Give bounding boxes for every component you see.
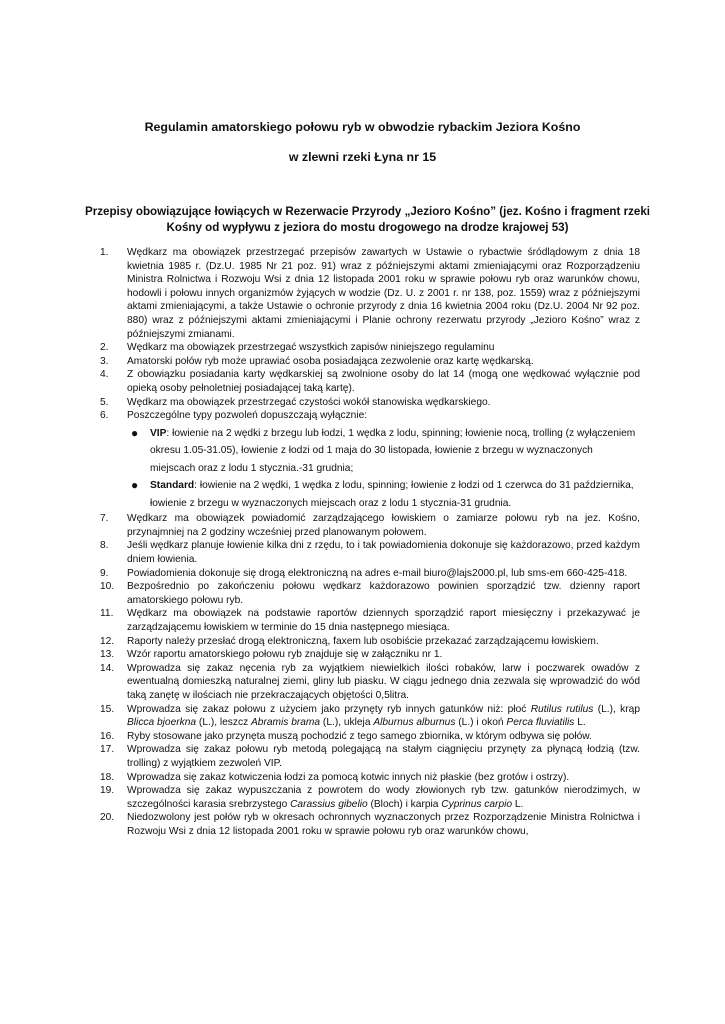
list-item-number: 20. bbox=[100, 812, 115, 824]
list-item-number: 6. bbox=[100, 410, 109, 422]
bullet-icon: ● bbox=[131, 425, 139, 440]
list-item-text: Wprowadza się zakaz nęcenia ryb za wyjątkiem niewielkich ilości robaków, larw i poczwarek owadów z ewentualną domieszką naturalnej ziemi, gliny lub piasku. W ciągu jednego dnia zezwala się wprowadzić do wód taką zanętę w ilościach nie przekraczających objętości 0,5litra. bbox=[127, 662, 640, 701]
list-item bbox=[100, 771, 640, 785]
list-item-text: Niedozwolony jest połów ryb w okresach ochronnych wyznaczonych przez Rozporządzenie Ministra Rolnictwa i Rozwoju Wsi z dnia 12 listopada 2001 roku w sprawie połowu ryb oraz warunków chowu, bbox=[127, 812, 640, 837]
list-item-text: Ryby stosowane jako przynęta muszą pochodzić z tego samego zbiornika, w którym odbywa się połów. bbox=[127, 730, 592, 742]
list-item-number: 13. bbox=[100, 649, 115, 661]
list-item bbox=[100, 409, 640, 423]
permit-type-description: : łowienie na 2 wędki z brzegu lub łodzi, 1 wędka z lodu, spinning; łowienie nocą, trolling (z wyłączeniem okresu 1.05-31.05), łowienie z łodzi od 1 maja do 30 listopada, łowienie z brzegu w wyznaczonych miejscach oraz z lodu 1 stycznia.-31 grudnia; bbox=[150, 427, 636, 474]
list-item bbox=[100, 743, 640, 770]
list-item-text: Jeśli wędkarz planuje łowienie kilka dni z rzędu, to i tak powiadomienia dokonuje się każdorazowo, przed każdym dniem łowienia. bbox=[127, 540, 640, 565]
list-item bbox=[100, 512, 640, 539]
list-item-number: 1. bbox=[100, 247, 109, 258]
list-item bbox=[100, 703, 640, 730]
list-item-number: 3. bbox=[100, 355, 109, 367]
list-item-number: 18. bbox=[100, 771, 115, 783]
bullet-text bbox=[150, 477, 640, 512]
list-item-text: Z obowiązku posiadania karty wędkarskiej są zwolnione osoby do lat 14 (mogą one wędkować wyłącznie pod opieką osoby pełnoletniej posiadającej taką kartę). bbox=[127, 369, 640, 394]
list-item-number: 8. bbox=[100, 540, 109, 552]
list-item-number: 12. bbox=[100, 635, 115, 647]
list-item bbox=[100, 635, 640, 649]
list-item-text: Wprowadza się zakaz połowu ryb metodą polegającą na stałym ciągnięciu przynęty za płynącą łodzią (tzw. trolling) z wyjątkiem zezwoleń VIP. bbox=[127, 744, 640, 769]
rules-list bbox=[100, 246, 640, 838]
list-item bbox=[100, 341, 640, 355]
list-item bbox=[100, 368, 640, 395]
document-title: Regulamin amatorskiego połowu ryb w obwodzie rybackim Jeziora Kośno bbox=[144, 120, 581, 134]
list-item bbox=[100, 662, 640, 703]
list-item-text: Poszczególne typy pozwoleń dopuszczają wyłącznie: bbox=[127, 410, 368, 422]
list-item-text: Bezpośrednio po zakończeniu połowu wędkarz każdorazowo powinien sporządzić tzw. dzienny raport amatorskiego połowu ryb. bbox=[127, 581, 640, 606]
list-item-number: 11. bbox=[100, 608, 114, 620]
section-heading: Przepisy obowiązujące łowiących w Rezerwacie Przyrody „Jezioro Kośno” (jez. Kośno i fragment rzeki Kośny od wypływu z jeziora do mostu drogowego na drodze krajowej 53) bbox=[84, 205, 651, 234]
list-item-text: Wędkarz ma obowiązek przestrzegać czystości wokół stanowiska wędkarskiego. bbox=[127, 396, 491, 408]
list-item-text: Wędkarz ma obowiązek powiadomić zarządzającego łowiskiem o zamiarze połowu ryb na jez. Kośno, przynajmniej na 2 godziny wcześniej przed planowanym połowem. bbox=[127, 513, 640, 538]
list-item bbox=[100, 355, 640, 369]
permit-types-list bbox=[127, 425, 640, 513]
list-item-number: 5. bbox=[100, 396, 109, 408]
list-item bbox=[100, 539, 640, 566]
bullet-item bbox=[127, 425, 640, 478]
list-item-number: 9. bbox=[100, 567, 109, 579]
list-item bbox=[100, 811, 640, 838]
list-item-number: 7. bbox=[100, 513, 109, 525]
list-item-text: Wprowadza się zakaz kotwiczenia łodzi za pomocą kotwic innych niż płaskie (bez grotów i ostrzy). bbox=[127, 771, 570, 783]
list-item-number: 15. bbox=[100, 703, 115, 715]
list-item-number: 14. bbox=[100, 662, 115, 674]
bullet-text bbox=[150, 425, 640, 478]
bullet-icon: ● bbox=[131, 478, 139, 493]
permit-type-name: Standard bbox=[150, 480, 195, 492]
bullet-item bbox=[127, 477, 640, 512]
permit-type-description: : łowienie na 2 wędki, 1 wędka z lodu, spinning; łowienie z łodzi od 1 czerwca do 31 października, łowienie z brzegu w wyznaczonych miejscach oraz z lodu 1 stycznia-31 grudnia. bbox=[150, 480, 634, 509]
list-item-text: Wzór raportu amatorskiego połowu ryb znajduje się w załączniku nr 1. bbox=[127, 649, 443, 661]
list-item-number: 2. bbox=[100, 342, 109, 354]
list-item-text: Amatorski połów ryb może uprawiać osoba posiadająca zezwolenie oraz kartę wędkarską. bbox=[127, 355, 534, 367]
list-item-number: 17. bbox=[100, 744, 115, 756]
list-item-number: 10. bbox=[100, 581, 115, 593]
list-item-text: Powiadomienia dokonuje się drogą elektroniczną na adres e-mail biuro@lajs2000.pl, lub sms-em 660-425-418. bbox=[127, 567, 628, 579]
list-item-text: Wędkarz ma obowiązek na podstawie raportów dziennych sporządzić raport miesięczny i przekazywać je zarządzającemu łowiskiem w terminie do 15 dnia następnego miesiąca. bbox=[127, 608, 640, 633]
list-item bbox=[100, 784, 640, 811]
list-item bbox=[100, 567, 640, 581]
list-item-text: Wprowadza się zakaz wypuszczania z powrotem do wody złowionych ryb tzw. gatunków nierodzimych, w szczególności karasia srebrzystego Carassius gibelio (Bloch) i karpia Cyprinus carpio L. bbox=[127, 785, 640, 810]
list-item-number: 4. bbox=[100, 369, 109, 381]
list-item-text: Raporty należy przesłać drogą elektroniczną, faxem lub osobiście przekazać zarządzającemu łowiskiem. bbox=[127, 635, 599, 647]
list-item-number: 16. bbox=[100, 730, 115, 742]
list-item-number: 19. bbox=[100, 785, 115, 797]
list-item bbox=[100, 730, 640, 744]
document-title-line2: w zlewni rzeki Łyna nr 15 bbox=[288, 150, 437, 164]
list-item bbox=[100, 580, 640, 607]
list-item bbox=[100, 607, 640, 634]
list-item-text: Wędkarz ma obowiązek przestrzegać przepisów zawartych w Ustawie o rybactwie śródlądowym z dnia 18 kwietnia 1985 r. (Dz.U. 1985 Nr 21 poz. 91) wraz z późniejszymi aktami zmieniającymi oraz Rozporządzeniu Ministra Rolnictwa i Rozwoju Wsi z dnia 12 listopada 2001 roku w sprawie połowu ryb oraz warunków chowu, hodowli i połowu innych organizmów żyjących w wodzie (Dz. U. z 2001 r. nr 138, poz. 1559) wraz z późniejszymi aktami zmieniającymi, a także Ustawie o ochronie przyrody z dnia 16 kwietnia 2004 roku (Dz.U. 2004 Nr 92 poz. 880) wraz z późniejszymi aktami zmieniającymi i Planie ochrony rezerwatu przyrody „Jezioro Kośno” wraz z późniejszymi zmianami. bbox=[127, 247, 640, 340]
permit-type-name: VIP bbox=[150, 427, 167, 439]
list-item bbox=[100, 396, 640, 410]
list-item-text: Wędkarz ma obowiązek przestrzegać wszystkich zapisów niniejszego regulaminu bbox=[127, 342, 495, 354]
list-item-text: Wprowadza się zakaz połowu z użyciem jako przynęty ryb innych gatunków niż: płoć Rutilus rutilus (L.), krąp Blicca bjoerkna (L.), leszcz Abramis brama (L.), ukleja Alburnus alburnus (L.) i okoń Perca fluviatilis L. bbox=[127, 703, 640, 729]
list-item bbox=[100, 648, 640, 662]
list-item bbox=[100, 246, 640, 341]
